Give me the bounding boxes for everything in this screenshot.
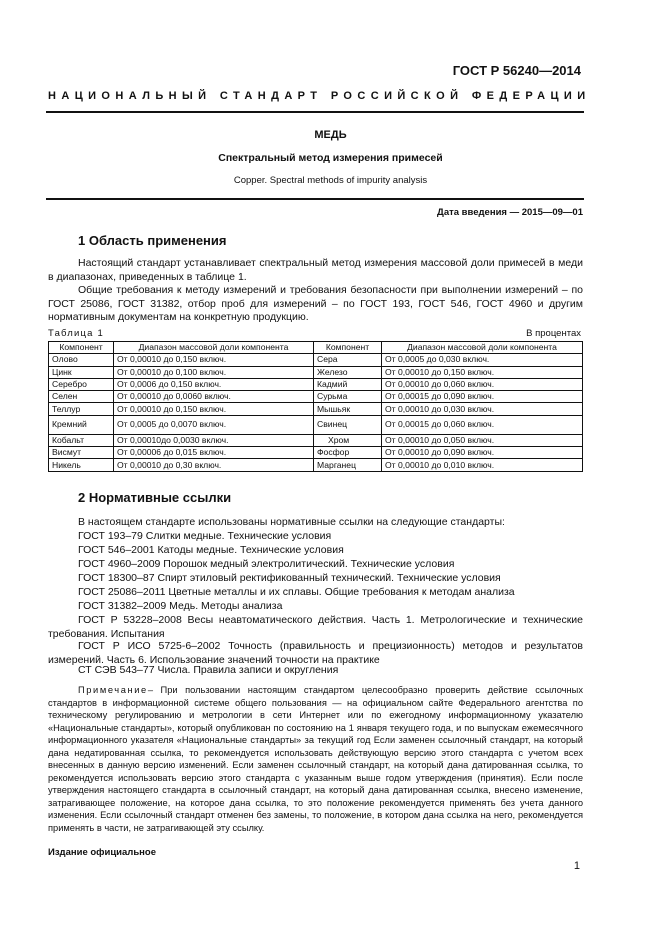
- national-standard-banner: НАЦИОНАЛЬНЫЙ СТАНДАРТ РОССИЙСКОЙ ФЕДЕРАЦИИ: [48, 90, 591, 102]
- table-cell: Селен: [49, 391, 114, 403]
- reference-item: ГОСТ 31382–2009 Медь. Методы анализа: [78, 600, 283, 612]
- table-cell: От 0,00010 до 0,090 включ.: [382, 447, 583, 459]
- section2-intro: В настоящем стандарте использованы нормативные ссылки на следующие стандарты:: [78, 516, 505, 528]
- table-cell: Никель: [49, 459, 114, 471]
- table-cell: Сурьма: [314, 391, 382, 403]
- table-cell: От 0,00010 до 0,150 включ.: [114, 354, 314, 366]
- table-cell: От 0,00010 до 0,150 включ.: [114, 403, 314, 415]
- table-cell: От 0,00010 до 0,030 включ.: [382, 403, 583, 415]
- header-cell: Диапазон массовой доли компонента: [114, 342, 314, 354]
- table-row: [49, 415, 583, 434]
- section1-paragraph2: Общие требования к методу измерений и требования безопасности при выполнении измерений – по ГОСТ 25086, ГОСТ 31382, отбор проб для измерений – по ГОСТ 193, ГОСТ 546, ГОСТ 4960 и другим нормативным документам на конкретную продукцию.: [48, 284, 583, 323]
- table-row: [49, 403, 583, 415]
- document-title: МЕДЬ: [314, 129, 347, 141]
- table-cell: Кремний: [49, 415, 114, 434]
- table-cell: От 0,00010 до 0,150 включ.: [382, 366, 583, 378]
- composition-table: [48, 341, 583, 472]
- table-caption: Таблица 1: [48, 328, 104, 339]
- table-cell: Серебро: [49, 378, 114, 390]
- reference-item: СТ СЭВ 543–77 Числа. Правила записи и округления: [78, 664, 339, 676]
- table-row: [49, 378, 583, 390]
- table-cell: Железо: [314, 366, 382, 378]
- table-cell: От 0,00010 до 0,100 включ.: [114, 366, 314, 378]
- table-cell: Сера: [314, 354, 382, 366]
- note-label: Примечание: [78, 685, 148, 695]
- reference-item: ГОСТ 25086–2011 Цветные металлы и их сплавы. Общие требования к методам анализа: [78, 586, 515, 598]
- table-cell: От 0,0006 до 0,150 включ.: [114, 378, 314, 390]
- note-paragraph: [48, 684, 583, 834]
- table-cell: От 0,00015 до 0,060 включ.: [382, 415, 583, 434]
- page-number: 1: [573, 860, 580, 872]
- document-title-english: Copper. Spectral methods of impurity analysis: [233, 175, 428, 186]
- section1-paragraph1: Настоящий стандарт устанавливает спектральный метод измерения массовой доли примесей в меди в диапазонах, приведенных в таблице 1.: [48, 257, 583, 283]
- table-row: [49, 434, 583, 446]
- table-cell: От 0,0005 до 0,0070 включ.: [114, 415, 314, 434]
- header-cell: Компонент: [314, 342, 382, 354]
- table-row: [49, 459, 583, 471]
- table-cell: От 0,00010 до 0,050 включ.: [382, 434, 583, 446]
- table-cell: От 0,00010 до 0,060 включ.: [382, 378, 583, 390]
- table-cell: Мышьяк: [314, 403, 382, 415]
- header-cell: Компонент: [49, 342, 114, 354]
- table-cell: От 0,00010 до 0,30 включ.: [114, 459, 314, 471]
- official-edition-label: Издание официальное: [48, 847, 156, 858]
- table-cell: Кобальт: [49, 434, 114, 446]
- table-cell: Кадмий: [314, 378, 382, 390]
- reference-item: ГОСТ 546–2001 Катоды медные. Технические условия: [78, 544, 344, 556]
- document-subtitle: Спектральный метод измерения примесей: [218, 152, 443, 164]
- table-cell: Фосфор: [314, 447, 382, 459]
- table-cell: Марганец: [314, 459, 382, 471]
- table-cell: От 0,0005 до 0,030 включ.: [382, 354, 583, 366]
- table-cell: От 0,00006 до 0,015 включ.: [114, 447, 314, 459]
- table-row: [49, 391, 583, 403]
- table-row: [49, 447, 583, 459]
- table-cell: От 0,00010до 0,0030 включ.: [114, 434, 314, 446]
- section2-heading: 2 Нормативные ссылки: [78, 490, 232, 505]
- table-cell: От 0,00010 до 0,010 включ.: [382, 459, 583, 471]
- table-cell: Теллур: [49, 403, 114, 415]
- note-text: – При пользовании настоящим стандартом целесообразно проверить действие ссылочных стандартов в информационной системе общего пользования — на официальном сайте Федерального агентства по техническому регулированию и метрологии в сети Интернет или по ежегодному информационному указателю «Национальные стандарты», который опубликован по состоянию на 1 января текущего года, и по выпускам ежемесячного информационного указателя «Национальные стандарты» за текущий год Если заменен ссылочный стандарт, на который дана недатированная ссылка, то рекомендуется использовать действующую версию этого стандарта с учетом всех внесенных в данную версию изменений. Если заменен ссылочный стандарт, на который дана датированная ссылка, то рекомендуется использовать версию этого стандарта с указанным выше годом утверждения (принятия). Если после утверждения настоящего стандарта в ссылочный стандарт, на который дана датированная ссылка, внесено изменение, затрагивающее положение, на которое дана ссылка, то это положение рекомендуется применять без учета данного изменения. Если ссылочный стандарт отменен без замены, то положение, в котором дана ссылка на него, рекомендуется применять в части, не затрагивающей эту ссылку.: [48, 685, 583, 833]
- table-cell: Свинец: [314, 415, 382, 434]
- table-cell: От 0,00015 до 0,090 включ.: [382, 391, 583, 403]
- header-cell: Диапазон массовой доли компонента: [382, 342, 583, 354]
- table-units: В процентах: [526, 328, 581, 339]
- reference-item-long: ГОСТ Р ИСО 5725-6–2002 Точность (правильность и прецизионность) методов и результатов измерений. Часть 6. Использование значений точности на практике: [48, 640, 583, 666]
- top-rule: [46, 111, 584, 113]
- table-row: [49, 354, 583, 366]
- table-header-row: [49, 342, 583, 354]
- table-row: [49, 366, 583, 378]
- reference-item-long: ГОСТ Р 53228–2008 Весы неавтоматического действия. Часть 1. Метрологические и технические требования. Испытания: [48, 614, 583, 640]
- table-cell: Олово: [49, 354, 114, 366]
- reference-item: ГОСТ 193–79 Слитки медные. Технические условия: [78, 530, 332, 542]
- table-cell: Хром: [314, 434, 382, 446]
- gost-number: ГОСТ Р 56240—2014: [452, 63, 581, 78]
- reference-item: ГОСТ 18300–87 Спирт этиловый ректификованный технический. Технические условия: [78, 572, 501, 584]
- table-cell: Висмут: [49, 447, 114, 459]
- reference-item: ГОСТ 4960–2009 Порошок медный электролитический. Технические условия: [78, 558, 455, 570]
- section1-heading: 1 Область применения: [78, 233, 227, 248]
- table-cell: От 0,00010 до 0,0060 включ.: [114, 391, 314, 403]
- table-cell: Цинк: [49, 366, 114, 378]
- title-bottom-rule: [46, 198, 584, 200]
- date-introduced: Дата введения — 2015—09—01: [437, 207, 583, 218]
